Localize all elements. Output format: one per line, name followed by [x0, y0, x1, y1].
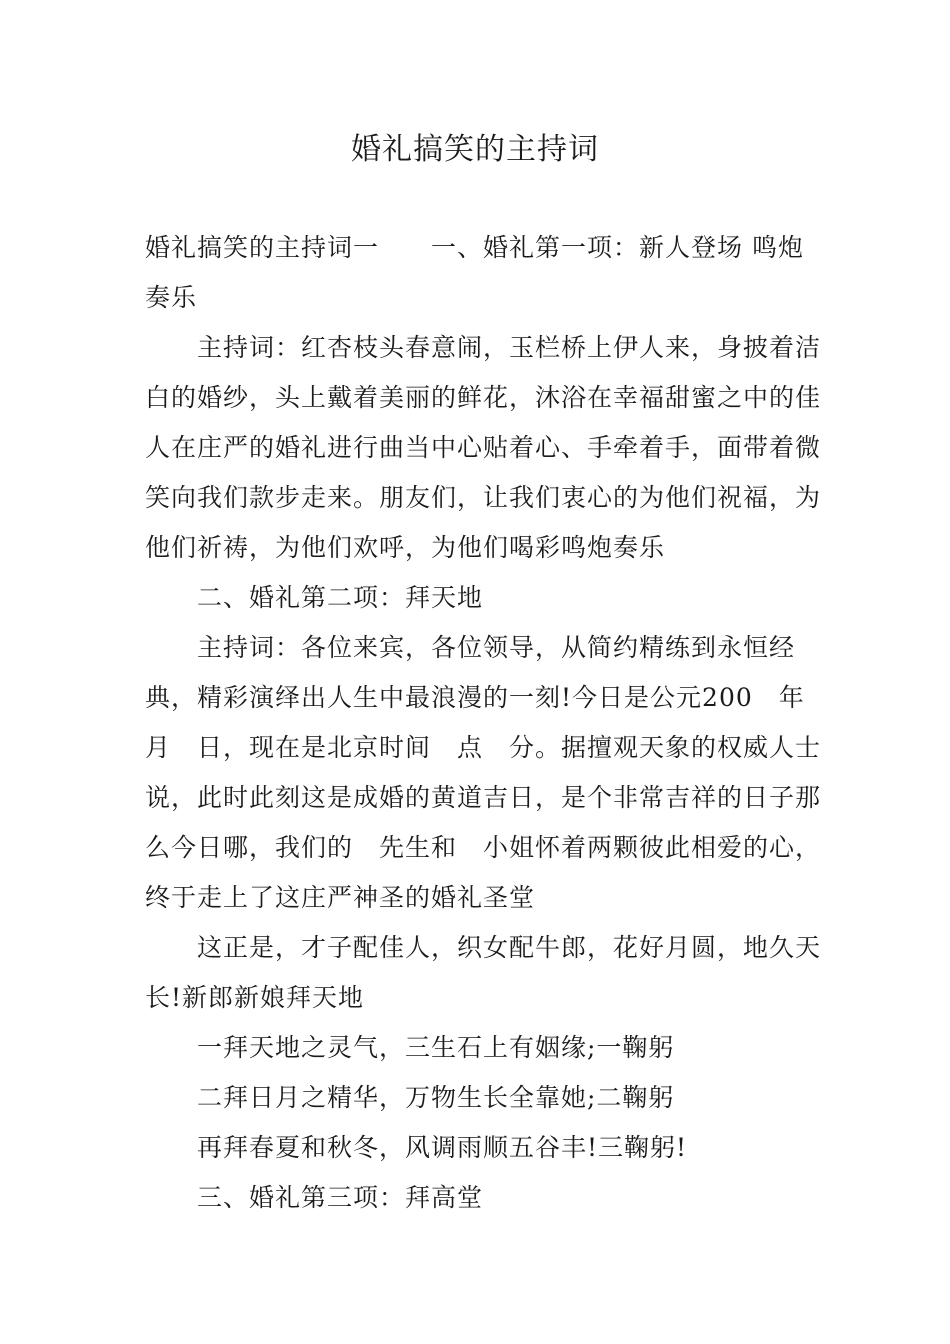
paragraph-couplet: 这正是，才子配佳人，织女配牛郎，花好月圆，地久天长!新郎新娘拜天地	[145, 933, 822, 1012]
paragraph-host-speech-1: 主持词：红杏枝头春意闹，玉栏桥上伊人来，身披着洁白的婚纱，头上戴着美丽的鲜花，沐浴在幸福甜蜜之中的佳人在庄严的婚礼进行曲当中心贴着心、手牵着手，面带着微笑向我们款步走来。朋友们，让我们衷心的为他们祝福，为他们祈祷，为他们欢呼，为他们喝彩鸣炮奏乐	[145, 333, 822, 562]
document-title: 婚礼搞笑的主持词	[351, 132, 599, 167]
section-heading-3: 三、婚礼第三项：拜高堂	[197, 1183, 484, 1212]
paragraph-first-bow: 一拜天地之灵气，三生石上有姻缘;一鞠躬	[197, 1033, 675, 1062]
paragraph-third-bow: 再拜春夏和秋冬，风调雨顺五谷丰!三鞠躬!	[197, 1133, 688, 1162]
paragraph-second-bow: 二拜日月之精华，万物生长全靠她;二鞠躬	[197, 1083, 675, 1112]
paragraph-intro: 婚礼搞笑的主持词一 一、婚礼第一项：新人登场 鸣炮奏乐	[145, 233, 804, 312]
paragraph-host-speech-2: 主持词：各位来宾，各位领导，从简约精练到永恒经典，精彩演绎出人生中最浪漫的一刻!今日是公元200 年 月 日，现在是北京时间 点 分。据擅观天象的权威人士说，此时此刻这是成婚的黄道吉日，是个非常吉祥的日子那么今日哪，我们的 先生和 小姐怀着两颗彼此相爱的心，终于走上了这庄严神圣的婚礼圣堂	[145, 633, 831, 912]
section-heading-2: 二、婚礼第二项：拜天地	[197, 583, 484, 612]
document-body	[145, 223, 831, 1223]
